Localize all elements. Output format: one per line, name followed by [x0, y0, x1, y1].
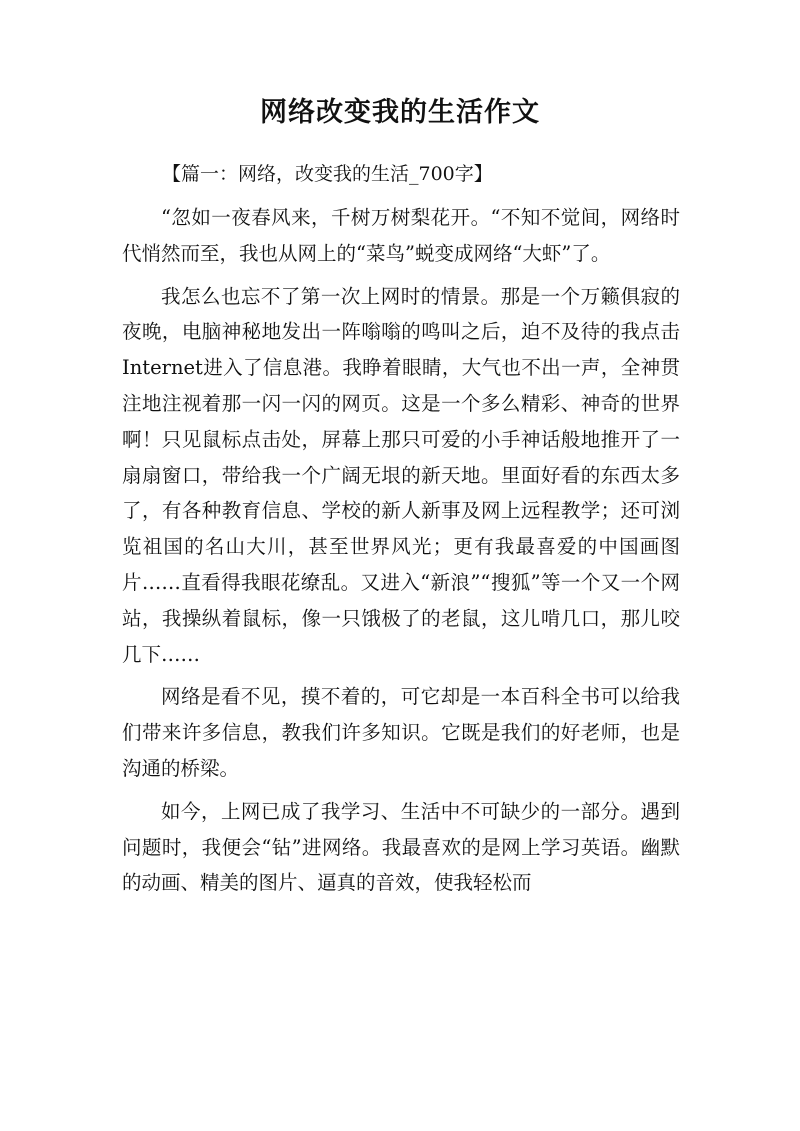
paragraph: “忽如一夜春风来，千树万树梨花开。“不知不觉间，网络时代悄然而至，我也从网上的“菜鸟”蜕变成网络“大虾”了。	[122, 206, 680, 265]
document-body	[122, 200, 680, 901]
paragraph: 网络是看不见，摸不着的，可它却是一本百科全书可以给我们带来许多信息，教我们许多知识。它既是我们的好老师，也是沟通的桥梁。	[122, 685, 680, 780]
paragraph: 我怎么也忘不了第一次上网时的情景。那是一个万籁俱寂的夜晚，电脑神秘地发出一阵嗡嗡的鸣叫之后，迫不及待的我点击Internet进入了信息港。我睁着眼睛，大气也不出一声，全神贯注地注视着那一闪一闪的网页。这是一个多么精彩、神奇的世界啊！只见鼠标点击处，屏幕上那只可爱的小手神话般地推开了一扇扇窗口，带给我一个广阔无垠的新天地。里面好看的东西太多了，有各种教育信息、学校的新人新事及网上远程教学；还可浏览祖国的名山大川，甚至世界风光；更有我最喜爱的中国画图片……直看得我眼花缭乱。又进入“新浪”“搜狐”等一个又一个网站，我操纵着鼠标，像一只饿极了的老鼠，这儿啃几口，那儿咬几下……	[122, 284, 680, 666]
section-heading: 【篇一：网络，改变我的生活_700字】	[162, 163, 493, 185]
paragraph: 如今，上网已成了我学习、生活中不可缺少的一部分。遇到问题时，我便会“钻”进网络。我最喜欢的是网上学习英语。幽默的动画、精美的图片、逼真的音效，使我轻松而	[122, 799, 680, 895]
document-title: 网络改变我的生活作文	[260, 97, 540, 128]
